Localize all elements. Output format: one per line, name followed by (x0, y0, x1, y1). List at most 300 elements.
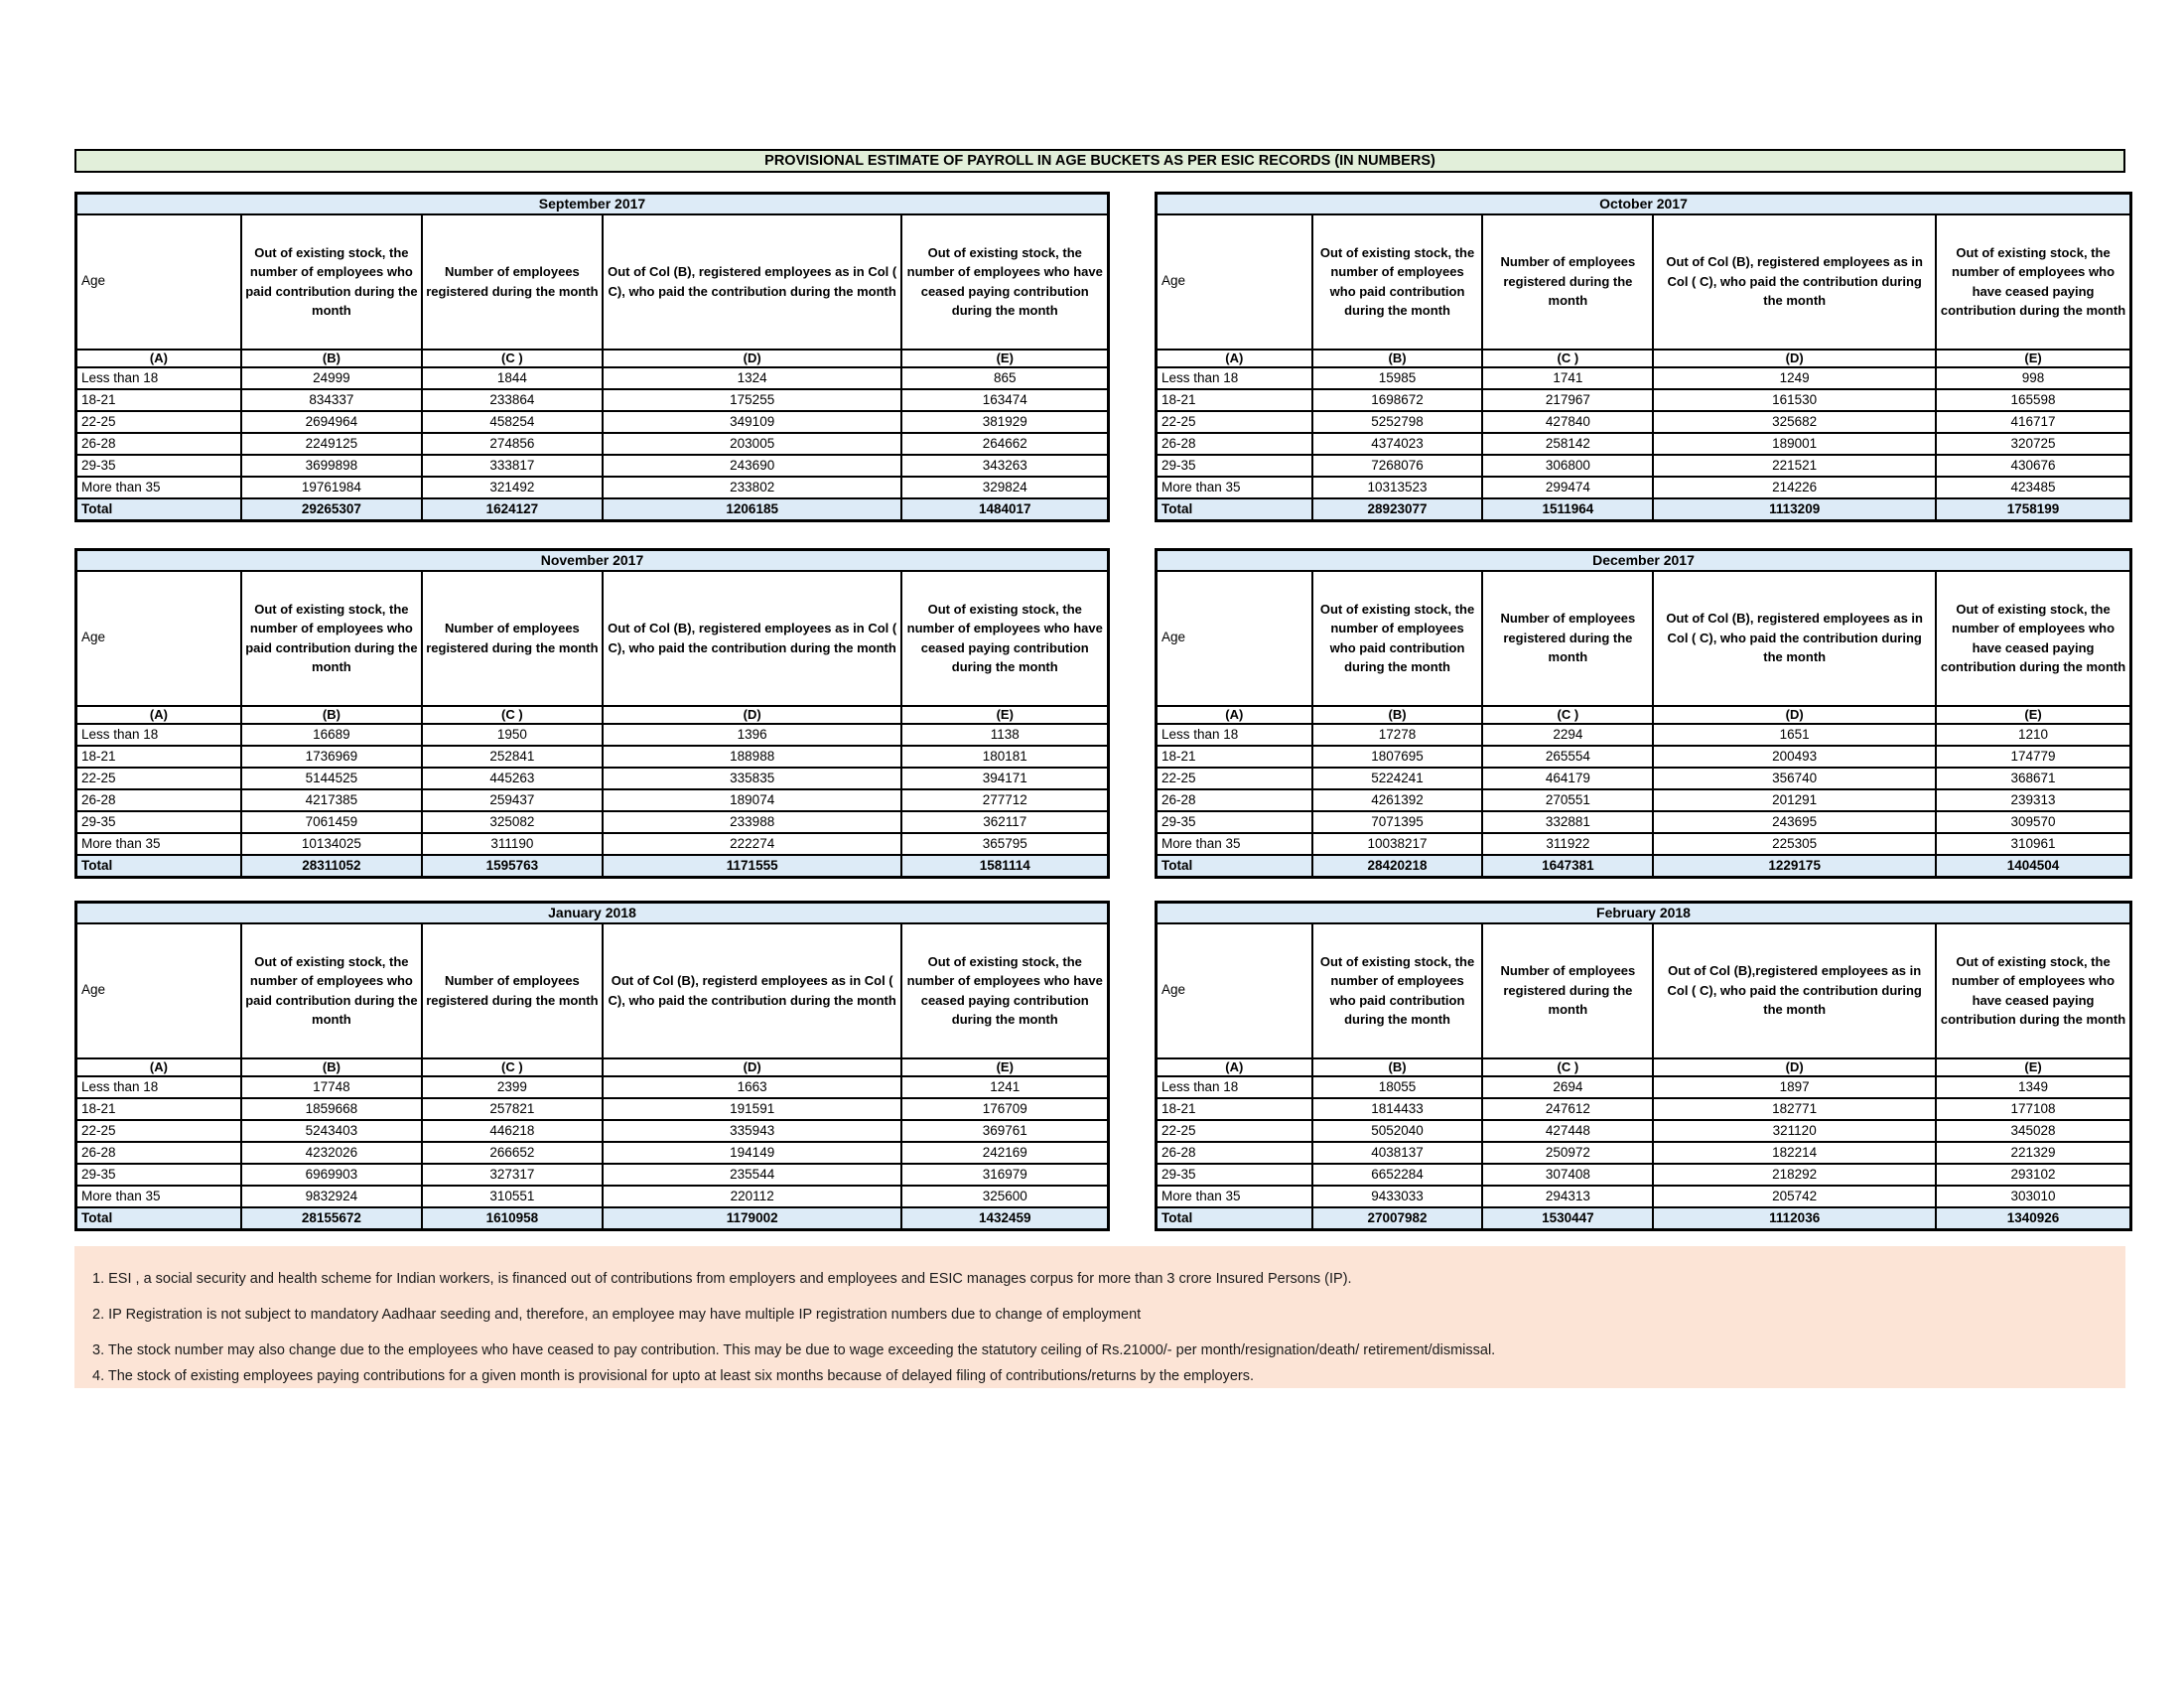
month-header: October 2017 (1157, 194, 2131, 214)
value-cell: 4232026 (241, 1142, 422, 1164)
value-cell: 332881 (1482, 811, 1653, 833)
value-cell: 17278 (1312, 724, 1483, 746)
value-cell: 356740 (1653, 768, 1936, 789)
age-label: 18-21 (1157, 746, 1312, 768)
age-label: 26-28 (1157, 433, 1312, 455)
table-row (76, 1098, 1109, 1120)
value-cell: 24999 (241, 367, 422, 389)
value-cell: 368671 (1936, 768, 2130, 789)
value-cell: 4374023 (1312, 433, 1483, 455)
age-label: 18-21 (1157, 1098, 1312, 1120)
value-cell: 233802 (603, 477, 902, 498)
value-cell: 1206185 (603, 498, 902, 521)
column-letter: (B) (241, 706, 422, 724)
table-february-2018 (1155, 901, 2132, 1231)
value-cell: 4261392 (1312, 789, 1483, 811)
column-header: Out of Col (B), registerd employees as in Col ( C), who paid the contribution during the month (603, 923, 902, 1058)
value-cell: 310551 (422, 1186, 603, 1207)
value-cell: 464179 (1482, 768, 1653, 789)
value-cell: 1814433 (1312, 1098, 1483, 1120)
value-cell: 188988 (603, 746, 902, 768)
value-cell: 1171555 (603, 855, 902, 878)
total-row (76, 1207, 1109, 1230)
table-row (76, 1186, 1109, 1207)
table-row (1157, 455, 2131, 477)
value-cell: 259437 (422, 789, 603, 811)
value-cell: 28311052 (241, 855, 422, 878)
value-cell: 242169 (901, 1142, 1108, 1164)
value-cell: 1624127 (422, 498, 603, 521)
column-letter-row (1157, 706, 2131, 724)
age-label: 22-25 (76, 1120, 241, 1142)
value-cell: 306800 (1482, 455, 1653, 477)
column-letter: (E) (1936, 1058, 2130, 1076)
value-cell: 321120 (1653, 1120, 1936, 1142)
column-letter: (A) (1157, 1058, 1312, 1076)
value-cell: 1758199 (1936, 498, 2130, 521)
value-cell: 205742 (1653, 1186, 1936, 1207)
age-column-header: Age (1157, 214, 1312, 350)
value-cell: 1651 (1653, 724, 1936, 746)
value-cell: 18055 (1312, 1076, 1483, 1098)
value-cell: 1404504 (1936, 855, 2130, 878)
column-letter: (A) (1157, 350, 1312, 367)
column-header: Out of existing stock, the number of employees who have ceased paying contribution during the month (901, 923, 1108, 1058)
age-label: More than 35 (76, 1186, 241, 1207)
value-cell: 362117 (901, 811, 1108, 833)
value-cell: 10038217 (1312, 833, 1483, 855)
value-cell: 214226 (1653, 477, 1936, 498)
value-cell: 10313523 (1312, 477, 1483, 498)
table-row (76, 433, 1109, 455)
value-cell: 189074 (603, 789, 902, 811)
month-table-november-2017 (74, 548, 1110, 879)
value-cell: 247612 (1482, 1098, 1653, 1120)
month-header: December 2017 (1157, 550, 2131, 571)
value-cell: 6652284 (1312, 1164, 1483, 1186)
value-cell: 180181 (901, 746, 1108, 768)
column-header-row (76, 214, 1109, 350)
column-letter: (B) (241, 1058, 422, 1076)
value-cell: 430676 (1936, 455, 2130, 477)
table-january-2018 (74, 901, 1110, 1231)
age-label: 29-35 (76, 455, 241, 477)
column-header-row (76, 571, 1109, 706)
value-cell: 28923077 (1312, 498, 1483, 521)
value-cell: 1112036 (1653, 1207, 1936, 1230)
value-cell: 293102 (1936, 1164, 2130, 1186)
value-cell: 349109 (603, 411, 902, 433)
value-cell: 191591 (603, 1098, 902, 1120)
table-row (1157, 433, 2131, 455)
value-cell: 1663 (603, 1076, 902, 1098)
value-cell: 9832924 (241, 1186, 422, 1207)
table-row (1157, 1076, 2131, 1098)
column-header: Out of existing stock, the number of employees who paid contribution during the month (241, 571, 422, 706)
value-cell: 865 (901, 367, 1108, 389)
table-november-2017 (74, 548, 1110, 879)
table-row (1157, 477, 2131, 498)
value-cell: 1595763 (422, 855, 603, 878)
value-cell: 201291 (1653, 789, 1936, 811)
value-cell: 27007982 (1312, 1207, 1483, 1230)
value-cell: 1396 (603, 724, 902, 746)
column-header: Out of existing stock, the number of employees who have ceased paying contribution during the month (901, 214, 1108, 350)
value-cell: 1340926 (1936, 1207, 2130, 1230)
column-header: Out of existing stock, the number of employees who paid contribution during the month (241, 214, 422, 350)
value-cell: 1229175 (1653, 855, 1936, 878)
table-row (1157, 389, 2131, 411)
value-cell: 177108 (1936, 1098, 2130, 1120)
age-label: Less than 18 (76, 724, 241, 746)
value-cell: 9433033 (1312, 1186, 1483, 1207)
value-cell: 5144525 (241, 768, 422, 789)
month-table-january-2018 (74, 901, 1110, 1231)
value-cell: 381929 (901, 411, 1108, 433)
age-label: More than 35 (76, 477, 241, 498)
total-row (1157, 855, 2131, 878)
value-cell: 203005 (603, 433, 902, 455)
value-cell: 2249125 (241, 433, 422, 455)
value-cell: 2399 (422, 1076, 603, 1098)
footnote-4: 4. The stock of existing employees paying contributions for a given month is provisional for upto at least six months because of delayed filing of contributions/returns by the employers. (92, 1368, 1255, 1384)
table-row (76, 724, 1109, 746)
value-cell: 325082 (422, 811, 603, 833)
value-cell: 1897 (1653, 1076, 1936, 1098)
value-cell: 221521 (1653, 455, 1936, 477)
age-label: 29-35 (1157, 811, 1312, 833)
value-cell: 7061459 (241, 811, 422, 833)
age-label: 29-35 (1157, 455, 1312, 477)
column-header: Out of existing stock, the number of employees who paid contribution during the month (1312, 571, 1483, 706)
value-cell: 200493 (1653, 746, 1936, 768)
value-cell: 233864 (422, 389, 603, 411)
total-label: Total (1157, 855, 1312, 878)
age-label: Less than 18 (1157, 367, 1312, 389)
table-october-2017 (1155, 192, 2132, 522)
value-cell: 310961 (1936, 833, 2130, 855)
value-cell: 258142 (1482, 433, 1653, 455)
age-column-header: Age (76, 214, 241, 350)
age-label: 18-21 (76, 1098, 241, 1120)
value-cell: 1807695 (1312, 746, 1483, 768)
table-row (1157, 1164, 2131, 1186)
value-cell: 225305 (1653, 833, 1936, 855)
column-letter: (D) (603, 1058, 902, 1076)
value-cell: 175255 (603, 389, 902, 411)
total-label: Total (1157, 1207, 1312, 1230)
value-cell: 182771 (1653, 1098, 1936, 1120)
total-row (1157, 1207, 2131, 1230)
table-row (76, 477, 1109, 498)
value-cell: 5224241 (1312, 768, 1483, 789)
value-cell: 1210 (1936, 724, 2130, 746)
value-cell: 5243403 (241, 1120, 422, 1142)
table-row (1157, 1186, 2131, 1207)
value-cell: 299474 (1482, 477, 1653, 498)
column-header: Out of existing stock, the number of employees who paid contribution during the month (1312, 923, 1483, 1058)
total-label: Total (76, 855, 241, 878)
age-label: More than 35 (1157, 1186, 1312, 1207)
column-letter-row (76, 706, 1109, 724)
column-letter: (C ) (1482, 1058, 1653, 1076)
table-row (76, 455, 1109, 477)
age-label: 22-25 (1157, 768, 1312, 789)
column-letter: (B) (1312, 1058, 1483, 1076)
value-cell: 218292 (1653, 1164, 1936, 1186)
age-label: 18-21 (76, 746, 241, 768)
column-letter: (E) (1936, 706, 2130, 724)
value-cell: 161530 (1653, 389, 1936, 411)
value-cell: 4217385 (241, 789, 422, 811)
value-cell: 1484017 (901, 498, 1108, 521)
column-header: Out of Col (B), registered employees as in Col ( C), who paid the contribution during the month (603, 571, 902, 706)
value-cell: 233988 (603, 811, 902, 833)
column-letter: (D) (603, 350, 902, 367)
column-letter: (E) (901, 350, 1108, 367)
age-label: 26-28 (1157, 789, 1312, 811)
column-header: Number of employees registered during the month (422, 923, 603, 1058)
value-cell: 1950 (422, 724, 603, 746)
age-label: More than 35 (1157, 833, 1312, 855)
value-cell: 1249 (1653, 367, 1936, 389)
age-label: 29-35 (76, 811, 241, 833)
column-header: Out of existing stock, the number of employees who paid contribution during the month (1312, 214, 1483, 350)
column-header: Number of employees registered during the month (422, 571, 603, 706)
table-row (76, 833, 1109, 855)
value-cell: 189001 (1653, 433, 1936, 455)
age-label: 26-28 (76, 1142, 241, 1164)
value-cell: 5052040 (1312, 1120, 1483, 1142)
column-header: Out of Col (B), registered employees as in Col ( C), who paid the contribution during the month (1653, 214, 1936, 350)
column-header: Out of Col (B), registered employees as in Col ( C), who paid the contribution during the month (1653, 571, 1936, 706)
month-header: January 2018 (76, 903, 1109, 923)
value-cell: 365795 (901, 833, 1108, 855)
age-column-header: Age (1157, 571, 1312, 706)
column-letter: (A) (76, 1058, 241, 1076)
age-label: 29-35 (76, 1164, 241, 1186)
value-cell: 311190 (422, 833, 603, 855)
value-cell: 3699898 (241, 455, 422, 477)
table-row (1157, 746, 2131, 768)
value-cell: 2694964 (241, 411, 422, 433)
age-label: 26-28 (1157, 1142, 1312, 1164)
month-header: September 2017 (76, 194, 1109, 214)
value-cell: 270551 (1482, 789, 1653, 811)
value-cell: 329824 (901, 477, 1108, 498)
value-cell: 1241 (901, 1076, 1108, 1098)
column-letter: (E) (901, 1058, 1108, 1076)
column-header-row (76, 923, 1109, 1058)
column-header: Out of existing stock, the number of employees who have ceased paying contribution during the month (1936, 923, 2130, 1058)
value-cell: 243690 (603, 455, 902, 477)
table-row (1157, 811, 2131, 833)
value-cell: 1138 (901, 724, 1108, 746)
age-column-header: Age (76, 923, 241, 1058)
age-column-header: Age (76, 571, 241, 706)
total-row (1157, 498, 2131, 521)
column-letter: (D) (603, 706, 902, 724)
value-cell: 423485 (1936, 477, 2130, 498)
table-row (76, 1076, 1109, 1098)
value-cell: 174779 (1936, 746, 2130, 768)
column-letter: (A) (1157, 706, 1312, 724)
age-label: Less than 18 (1157, 1076, 1312, 1098)
column-letter: (C ) (422, 350, 603, 367)
column-header: Number of employees registered during the month (1482, 571, 1653, 706)
value-cell: 10134025 (241, 833, 422, 855)
value-cell: 345028 (1936, 1120, 2130, 1142)
value-cell: 311922 (1482, 833, 1653, 855)
total-row (76, 498, 1109, 521)
table-row (1157, 1098, 2131, 1120)
age-label: More than 35 (76, 833, 241, 855)
value-cell: 1610958 (422, 1207, 603, 1230)
table-row (1157, 789, 2131, 811)
value-cell: 235544 (603, 1164, 902, 1186)
value-cell: 1844 (422, 367, 603, 389)
column-header: Out of existing stock, the number of employees who paid contribution during the month (241, 923, 422, 1058)
value-cell: 29265307 (241, 498, 422, 521)
age-label: More than 35 (1157, 477, 1312, 498)
age-label: 22-25 (1157, 411, 1312, 433)
age-label: 22-25 (76, 768, 241, 789)
value-cell: 333817 (422, 455, 603, 477)
value-cell: 1647381 (1482, 855, 1653, 878)
column-letter: (C ) (1482, 350, 1653, 367)
total-label: Total (76, 1207, 241, 1230)
value-cell: 309570 (1936, 811, 2130, 833)
value-cell: 998 (1936, 367, 2130, 389)
value-cell: 15985 (1312, 367, 1483, 389)
table-row (1157, 1142, 2131, 1164)
value-cell: 1324 (603, 367, 902, 389)
column-letter: (B) (1312, 706, 1483, 724)
value-cell: 4038137 (1312, 1142, 1483, 1164)
column-letter: (D) (1653, 706, 1936, 724)
age-label: 18-21 (76, 389, 241, 411)
value-cell: 19761984 (241, 477, 422, 498)
month-table-september-2017 (74, 192, 1110, 522)
table-row (76, 389, 1109, 411)
value-cell: 264662 (901, 433, 1108, 455)
column-letter: (C ) (422, 706, 603, 724)
value-cell: 176709 (901, 1098, 1108, 1120)
month-header: February 2018 (1157, 903, 2131, 923)
value-cell: 194149 (603, 1142, 902, 1164)
value-cell: 7071395 (1312, 811, 1483, 833)
value-cell: 369761 (901, 1120, 1108, 1142)
value-cell: 165598 (1936, 389, 2130, 411)
age-label: Less than 18 (76, 367, 241, 389)
report-title: PROVISIONAL ESTIMATE OF PAYROLL IN AGE BUCKETS AS PER ESIC RECORDS (IN NUMBERS) (74, 149, 2125, 173)
value-cell: 1581114 (901, 855, 1108, 878)
table-row (76, 746, 1109, 768)
column-letter: (C ) (1482, 706, 1653, 724)
column-letter: (E) (1936, 350, 2130, 367)
value-cell: 1113209 (1653, 498, 1936, 521)
value-cell: 1349 (1936, 1076, 2130, 1098)
table-row (1157, 768, 2131, 789)
value-cell: 427448 (1482, 1120, 1653, 1142)
table-row (76, 811, 1109, 833)
column-letter: (A) (76, 350, 241, 367)
value-cell: 303010 (1936, 1186, 2130, 1207)
value-cell: 1179002 (603, 1207, 902, 1230)
value-cell: 2694 (1482, 1076, 1653, 1098)
column-header-row (1157, 214, 2131, 350)
value-cell: 1530447 (1482, 1207, 1653, 1230)
value-cell: 343263 (901, 455, 1108, 477)
table-row (1157, 411, 2131, 433)
value-cell: 17748 (241, 1076, 422, 1098)
value-cell: 257821 (422, 1098, 603, 1120)
value-cell: 222274 (603, 833, 902, 855)
column-letter-row (1157, 350, 2131, 367)
column-header: Out of existing stock, the number of employees who have ceased paying contribution during the month (901, 571, 1108, 706)
table-row (76, 1164, 1109, 1186)
month-table-december-2017 (1155, 548, 2132, 879)
value-cell: 1432459 (901, 1207, 1108, 1230)
value-cell: 427840 (1482, 411, 1653, 433)
value-cell: 445263 (422, 768, 603, 789)
value-cell: 221329 (1936, 1142, 2130, 1164)
value-cell: 458254 (422, 411, 603, 433)
value-cell: 1511964 (1482, 498, 1653, 521)
value-cell: 7268076 (1312, 455, 1483, 477)
month-table-october-2017 (1155, 192, 2132, 522)
value-cell: 243695 (1653, 811, 1936, 833)
value-cell: 265554 (1482, 746, 1653, 768)
value-cell: 182214 (1653, 1142, 1936, 1164)
footnote-3: 3. The stock number may also change due to the employees who have ceased to pay contribution. This may be due to wage exceeding the statutory ceiling of Rs.21000/- per month/resignation/death/ retirement/dismissal. (92, 1342, 1496, 1358)
footnote-1: 1. ESI , a social security and health scheme for Indian workers, is financed out of contributions from employers and employees and ESIC manages corpus for more than 3 crore Insured Persons (IP). (92, 1271, 1352, 1287)
table-december-2017 (1155, 548, 2132, 879)
value-cell: 335943 (603, 1120, 902, 1142)
column-letter: (B) (241, 350, 422, 367)
age-label: 18-21 (1157, 389, 1312, 411)
age-label: 26-28 (76, 433, 241, 455)
column-header: Out of existing stock, the number of employees who have ceased paying contribution during the month (1936, 214, 2130, 350)
age-label: 29-35 (1157, 1164, 1312, 1186)
value-cell: 325682 (1653, 411, 1936, 433)
table-row (1157, 1120, 2131, 1142)
value-cell: 834337 (241, 389, 422, 411)
column-letter-row (76, 350, 1109, 367)
value-cell: 6969903 (241, 1164, 422, 1186)
column-header-row (1157, 571, 2131, 706)
age-label: 22-25 (1157, 1120, 1312, 1142)
column-header: Out of existing stock, the number of employees who have ceased paying contribution during the month (1936, 571, 2130, 706)
table-row (76, 1120, 1109, 1142)
value-cell: 16689 (241, 724, 422, 746)
value-cell: 321492 (422, 477, 603, 498)
value-cell: 277712 (901, 789, 1108, 811)
value-cell: 1736969 (241, 746, 422, 768)
value-cell: 1859668 (241, 1098, 422, 1120)
column-letter: (B) (1312, 350, 1483, 367)
table-row (1157, 833, 2131, 855)
value-cell: 239313 (1936, 789, 2130, 811)
table-row (1157, 367, 2131, 389)
column-header: Number of employees registered during the month (422, 214, 603, 350)
age-label: Less than 18 (1157, 724, 1312, 746)
table-row (76, 367, 1109, 389)
column-letter: (D) (1653, 1058, 1936, 1076)
value-cell: 335835 (603, 768, 902, 789)
value-cell: 316979 (901, 1164, 1108, 1186)
value-cell: 1741 (1482, 367, 1653, 389)
